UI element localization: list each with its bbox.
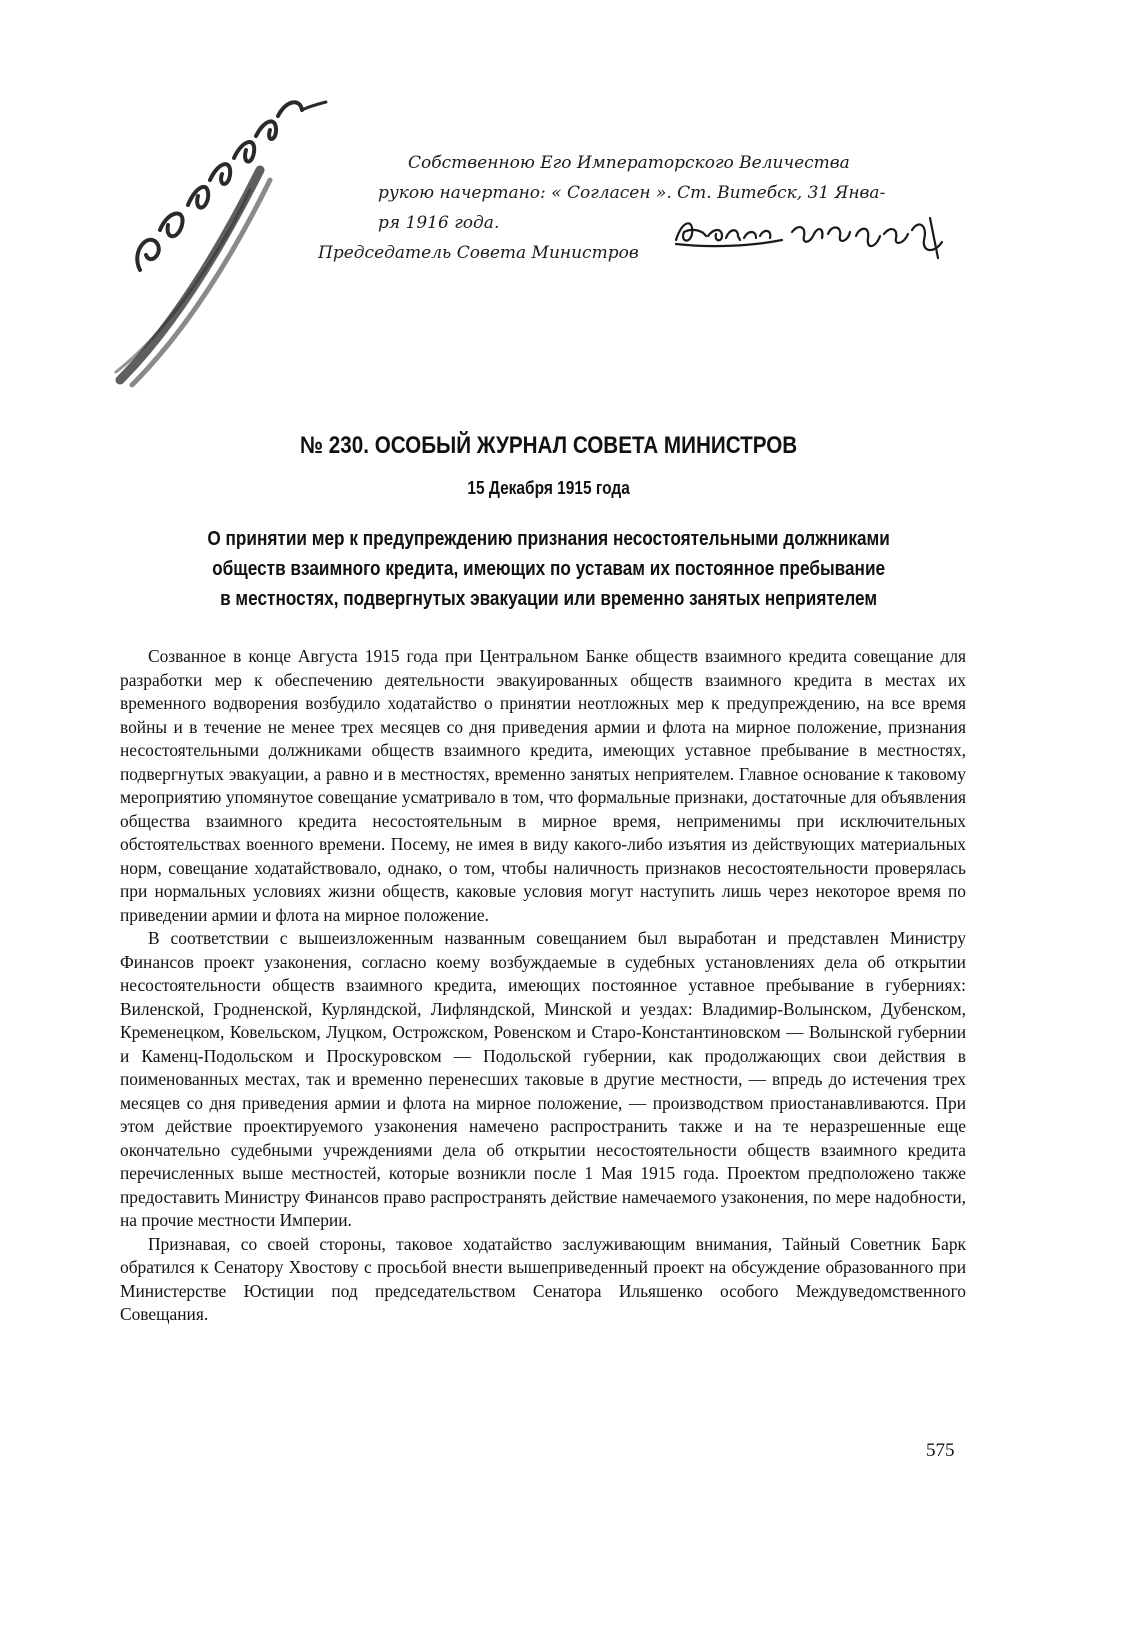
paragraph-3: Признавая, со своей стороны, таковое ходатайство заслуживающим внимания, Тайный Советник Барк обратился к Сенатору Хвостову с просьбой внести вышеприведенный проект на обсуждение образованного при Министерстве Юстиции под председательством Сенатора Ильяшенко особого Междуведомственного Совещания.: [120, 1233, 966, 1324]
document-date: 15 Декабря 1915 года: [467, 478, 630, 498]
document-subject: [0, 524, 1100, 614]
chairman-signature: [672, 210, 952, 260]
document-body: [120, 645, 966, 1327]
subject-line-1: О принятии мер к предупреждению признания несостоятельными должниками: [207, 528, 890, 550]
paragraph-2: В соответствии с вышеизложенным названным совещанием был выработан и представлен Министру Финансов проект узаконения, согласно коему возбуждаемые в судебных установлениях дела об открытии несостоятельности обществ взаимного кредита, имеющих постоянное уставное пребывание в губерниях: Виленской, Гродненской, Курляндской, Лифляндской, Минской и уездах: Владимир-Волынском, Дубенском, Кременецком, Ковельском, Луцком, Острожском, Ровенском и Старо-Константиновском — Волынской губернии и Каменц-Подольском и Проскуровском — Подольской губернии, как продолжающих свои действия в поименованных местах, так и временно перенесших таковые в другие местности, — впредь до истечения трех месяцев со дня приведения армии и флота на мирное положение, — производством приостанавливаются. При этом действие проектируемого узаконения намечено распространить также и на те неразрешенные еще окончательно судебными учреждениями дела об открытии несостоятельности обществ взаимного кредита перечисленных выше местностей, которые возникли после 1 Мая 1915 года. Проектом предположено также предоставить Министру Финансов право распространять действие намечаемого узаконения, по мере надобности, на прочие местности Империи.: [120, 928, 966, 1230]
note-line-3: ря 1916 года.: [378, 213, 500, 233]
imperial-resolution-mark: [110, 80, 330, 400]
paragraph-1: Созванное в конце Августа 1915 года при Центральном Банке обществ взаимного кредита совещание для разработки мер к обеспечению деятельности эвакуированных обществ взаимного кредита в местах их временного водворения возбудило ходатайство о принятии неотложных мер к предупреждению, на все время войны и в течение не менее трех месяцев со дня приведения армии и флота на мирное положение, признания несостоятельными должниками обществ взаимного кредита, имеющих уставное пребывание в местностях, подвергнутых эвакуации, а равно и в местностях, временно занятых неприятелем. Главное основание к таковому мероприятию упомянутое совещание усматривало в том, что формальные признаки, достаточные для объявления общества взаимного кредита несостоятельным в мирное время, неприменимы при исключительных обстоятельствах военного времени. Посему, не имея в виду какого-либо изъятия из действующих материальных норм, совещание ходатайствовало, однако, о том, чтобы наличность признаков несостоятельности проверялась при нормальных условиях жизни обществ, каковые условия могут наступить лишь через некоторое время по приведении армии и флота на мирное положение.: [120, 646, 966, 925]
page-number: 575: [926, 1440, 955, 1461]
subject-line-2: обществ взаимного кредита, имеющих по уставам их постоянное пребывание: [212, 558, 886, 580]
signature-name: Борис Штюрмер: [672, 210, 680, 211]
note-line-4: Председатель Совета Министров: [318, 243, 639, 263]
document-title: № 230. ОСОБЫЙ ЖУРНАЛ СОВЕТА МИНИСТРОВ: [300, 432, 798, 459]
note-line-2: рукою начертано: « Согласен ». Ст. Витебск, 31 Янва-: [378, 183, 886, 203]
subject-line-3: в местностях, подвергнутых эвакуации или временно занятых неприятелем: [220, 588, 878, 610]
resolution-word: Согласен: [110, 80, 114, 81]
note-line-1: Собственною Его Императорского Величества: [408, 153, 850, 173]
